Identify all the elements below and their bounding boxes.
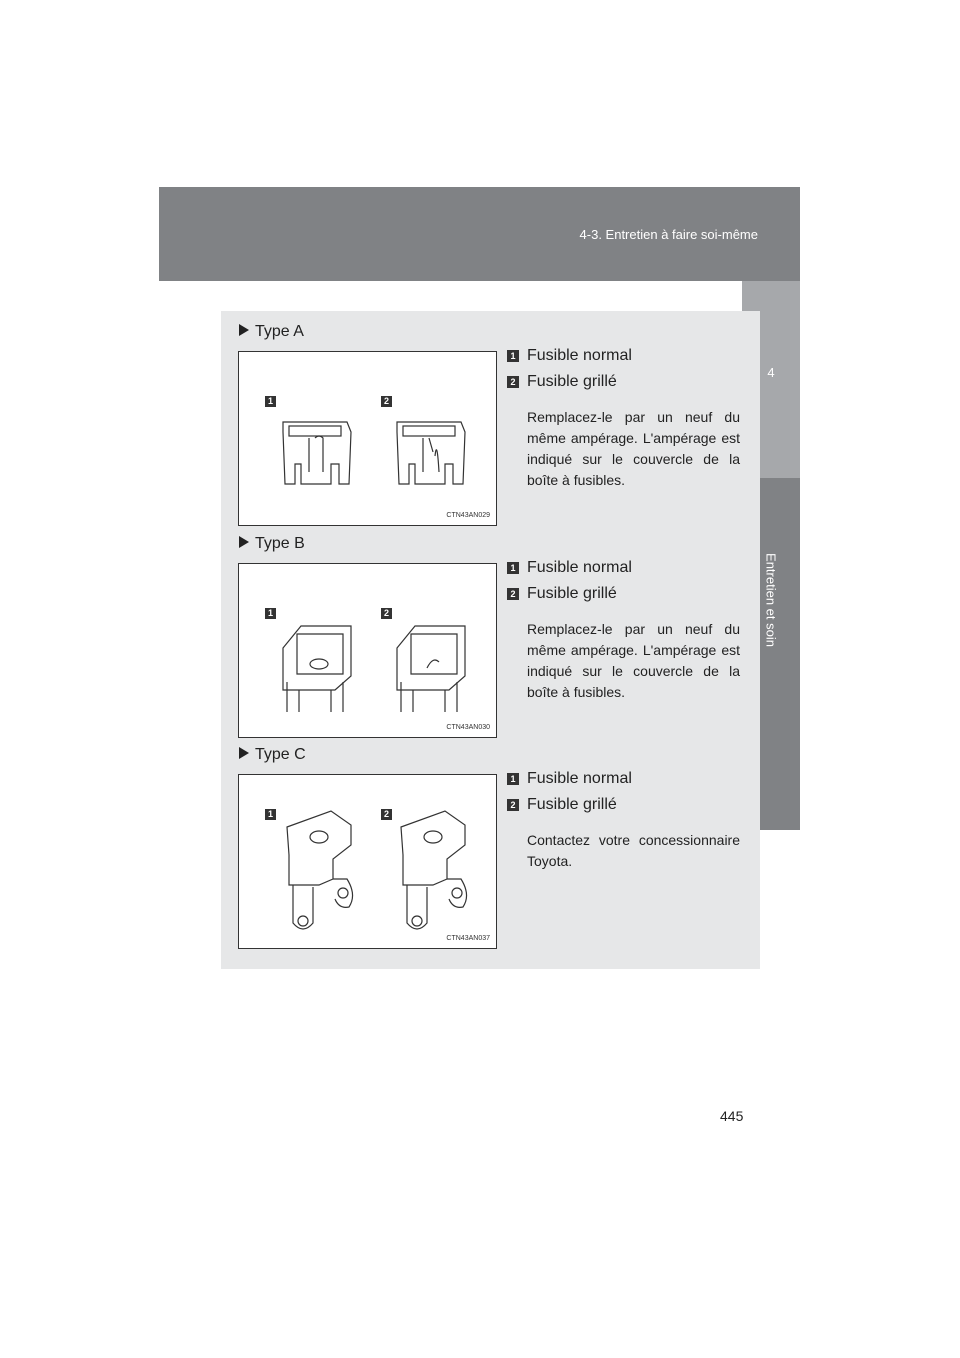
badge-2-icon: 2 — [507, 376, 519, 388]
page-header — [159, 187, 800, 281]
type-heading: Type B — [239, 535, 305, 553]
arrow-right-icon — [239, 324, 249, 336]
callout-badge-2: 2 — [381, 608, 392, 619]
legend-item-blown: 2 Fusible grillé — [507, 373, 740, 399]
legend-item-blown: 2 Fusible grillé — [507, 796, 740, 822]
chapter-number: 4 — [767, 365, 775, 380]
badge-1-icon: 1 — [507, 773, 519, 785]
section-title: 4-3. Entretien à faire soi-même — [579, 227, 758, 242]
callout-badge-2: 2 — [381, 809, 392, 820]
badge-1-icon: 1 — [507, 350, 519, 362]
legend-list — [507, 770, 740, 872]
fuse-illustration-a — [238, 351, 497, 526]
callout-badge-2: 2 — [381, 396, 392, 407]
figure-code: CTN43AN029 — [446, 512, 490, 519]
arrow-right-icon — [239, 536, 249, 548]
figure-code: CTN43AN037 — [446, 935, 490, 942]
bolt-fuse-drawing — [239, 775, 496, 948]
fuse-illustration-b — [238, 563, 497, 738]
callout-badge-1: 1 — [265, 809, 276, 820]
legend-item-normal: 1 Fusible normal — [507, 559, 740, 585]
badge-1-icon: 1 — [507, 562, 519, 574]
description: Remplacez-le par un neuf du même ampérage. L'ampérage est indiqué sur le couvercle de la boîte à fusibles. — [527, 409, 740, 488]
arrow-right-icon — [239, 747, 249, 759]
legend-item-normal: 1 Fusible normal — [507, 347, 740, 373]
content-panel — [221, 311, 760, 969]
blade-fuse-drawing — [239, 352, 496, 525]
fuse-illustration-c — [238, 774, 497, 949]
badge-2-icon: 2 — [507, 799, 519, 811]
type-heading: Type C — [239, 746, 306, 764]
page-number: 445 — [720, 1108, 744, 1124]
callout-badge-1: 1 — [265, 396, 276, 407]
legend-list — [507, 347, 740, 491]
figure-code: CTN43AN030 — [446, 724, 490, 731]
legend-item-blown: 2 Fusible grillé — [507, 585, 740, 611]
description: Contactez votre concessionnaire Toyota. — [527, 832, 740, 869]
description: Remplacez-le par un neuf du même ampérage. L'ampérage est indiqué sur le couvercle de la boîte à fusibles. — [527, 621, 740, 700]
type-heading: Type A — [239, 323, 304, 341]
badge-2-icon: 2 — [507, 588, 519, 600]
callout-badge-1: 1 — [265, 608, 276, 619]
legend-item-normal: 1 Fusible normal — [507, 770, 740, 796]
legend-list — [507, 559, 740, 703]
chapter-label: Entretien et soin — [763, 553, 779, 647]
cartridge-fuse-drawing — [239, 564, 496, 737]
